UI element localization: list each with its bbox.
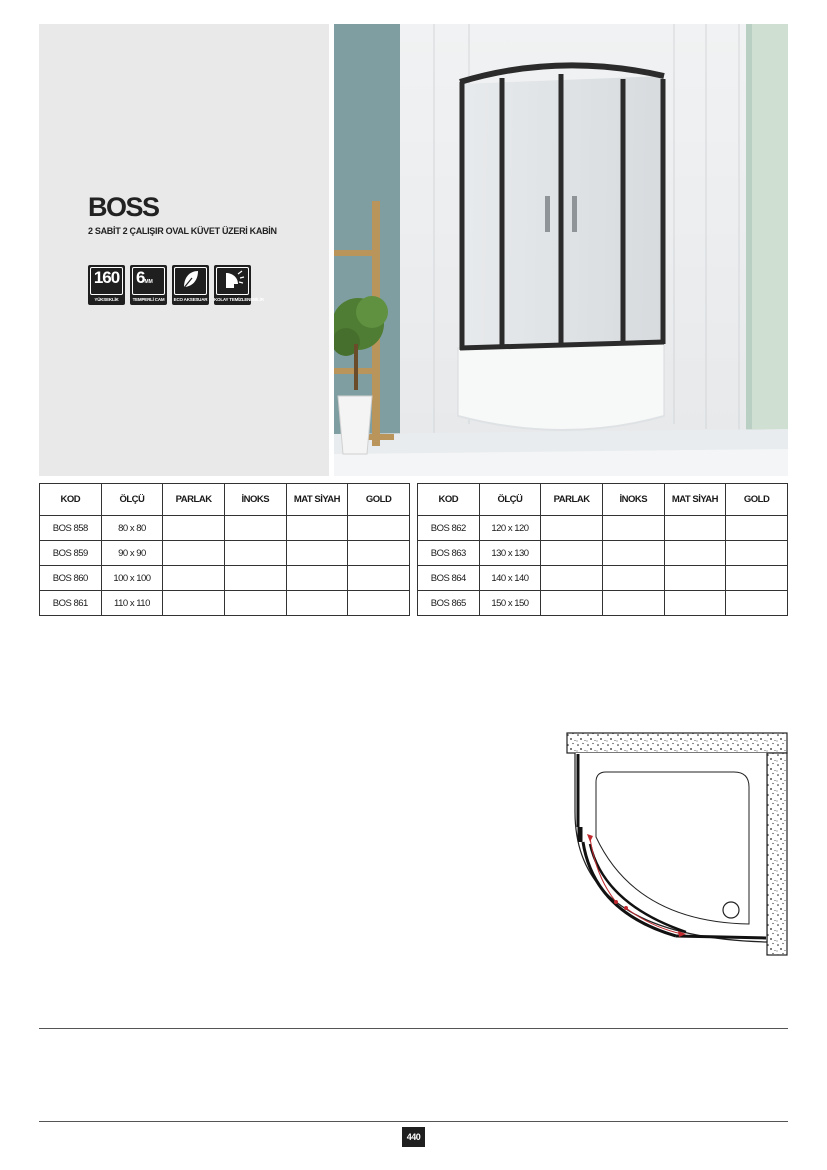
cell-olcu: 100 x 100	[101, 566, 163, 591]
cell-mat-siyah	[286, 516, 348, 541]
cell-kod: BOS 862	[418, 516, 480, 541]
cell-kod: BOS 863	[418, 541, 480, 566]
cell-gold	[726, 591, 788, 616]
cell-mat-siyah	[286, 541, 348, 566]
glass-6mm-icon: 6MM TEMPERLİ CAM	[130, 265, 167, 305]
table-row	[418, 541, 788, 566]
table-row	[40, 591, 410, 616]
info-panel	[39, 24, 329, 476]
table-row	[40, 516, 410, 541]
cell-parlak	[163, 566, 225, 591]
cell-inoks	[602, 566, 664, 591]
cell-gold	[348, 566, 410, 591]
cell-gold	[726, 541, 788, 566]
divider-line	[39, 1028, 788, 1029]
cell-kod: BOS 865	[418, 591, 480, 616]
table-row	[418, 591, 788, 616]
table-row	[40, 566, 410, 591]
header-kod: KOD	[418, 484, 480, 516]
cell-inoks	[602, 541, 664, 566]
cell-parlak	[541, 591, 603, 616]
cell-inoks	[602, 591, 664, 616]
cell-inoks	[224, 591, 286, 616]
easy-clean-icon: KOLAY TEMİZLENEBİLİR	[214, 265, 251, 305]
cell-olcu: 150 x 150	[479, 591, 541, 616]
cell-inoks	[224, 566, 286, 591]
header-kod: KOD	[40, 484, 102, 516]
cell-kod: BOS 864	[418, 566, 480, 591]
header-inoks: İNOKS	[224, 484, 286, 516]
cell-parlak	[163, 541, 225, 566]
cell-parlak	[541, 566, 603, 591]
cell-gold	[348, 541, 410, 566]
header-inoks: İNOKS	[602, 484, 664, 516]
size-table-left	[39, 483, 410, 616]
table-row	[418, 516, 788, 541]
cell-inoks	[602, 516, 664, 541]
cell-parlak	[541, 516, 603, 541]
cell-gold	[348, 516, 410, 541]
header-gold: GOLD	[348, 484, 410, 516]
cell-gold	[726, 566, 788, 591]
cell-kod: BOS 860	[40, 566, 102, 591]
cell-kod: BOS 861	[40, 591, 102, 616]
cell-olcu: 140 x 140	[479, 566, 541, 591]
header-gold: GOLD	[726, 484, 788, 516]
product-subtitle: 2 SABİT 2 ÇALIŞIR OVAL KÜVET ÜZERİ KABİN	[88, 226, 277, 236]
cell-olcu: 90 x 90	[101, 541, 163, 566]
cell-olcu: 110 x 110	[101, 591, 163, 616]
footer-line	[39, 1121, 788, 1122]
cell-mat-siyah	[664, 541, 726, 566]
cell-parlak	[541, 541, 603, 566]
header-mat-siyah: MAT SİYAH	[286, 484, 348, 516]
table-header-row	[40, 484, 410, 516]
cell-parlak	[163, 591, 225, 616]
eco-leaf-icon: ECO AKSESUAR	[172, 265, 209, 305]
size-table-right	[417, 483, 788, 616]
cell-mat-siyah	[286, 591, 348, 616]
cell-olcu: 130 x 130	[479, 541, 541, 566]
header-parlak: PARLAK	[541, 484, 603, 516]
plan-view-diagram	[566, 732, 788, 956]
cell-parlak	[163, 516, 225, 541]
cell-inoks	[224, 516, 286, 541]
cell-mat-siyah	[286, 566, 348, 591]
cell-olcu: 120 x 120	[479, 516, 541, 541]
product-title: BOSS	[88, 192, 159, 222]
table-row	[418, 566, 788, 591]
page-number: 440	[402, 1127, 425, 1147]
header-olcu: ÖLÇÜ	[101, 484, 163, 516]
table-header-row	[418, 484, 788, 516]
cell-gold	[348, 591, 410, 616]
cell-kod: BOS 858	[40, 516, 102, 541]
height-160-icon: 160 YÜKSEKLİK	[88, 265, 125, 305]
table-row	[40, 541, 410, 566]
cell-inoks	[224, 541, 286, 566]
product-photo	[334, 24, 788, 476]
cell-olcu: 80 x 80	[101, 516, 163, 541]
cell-mat-siyah	[664, 516, 726, 541]
header-olcu: ÖLÇÜ	[479, 484, 541, 516]
header-parlak: PARLAK	[163, 484, 225, 516]
cell-mat-siyah	[664, 591, 726, 616]
cell-mat-siyah	[664, 566, 726, 591]
cell-gold	[726, 516, 788, 541]
header-mat-siyah: MAT SİYAH	[664, 484, 726, 516]
cell-kod: BOS 859	[40, 541, 102, 566]
